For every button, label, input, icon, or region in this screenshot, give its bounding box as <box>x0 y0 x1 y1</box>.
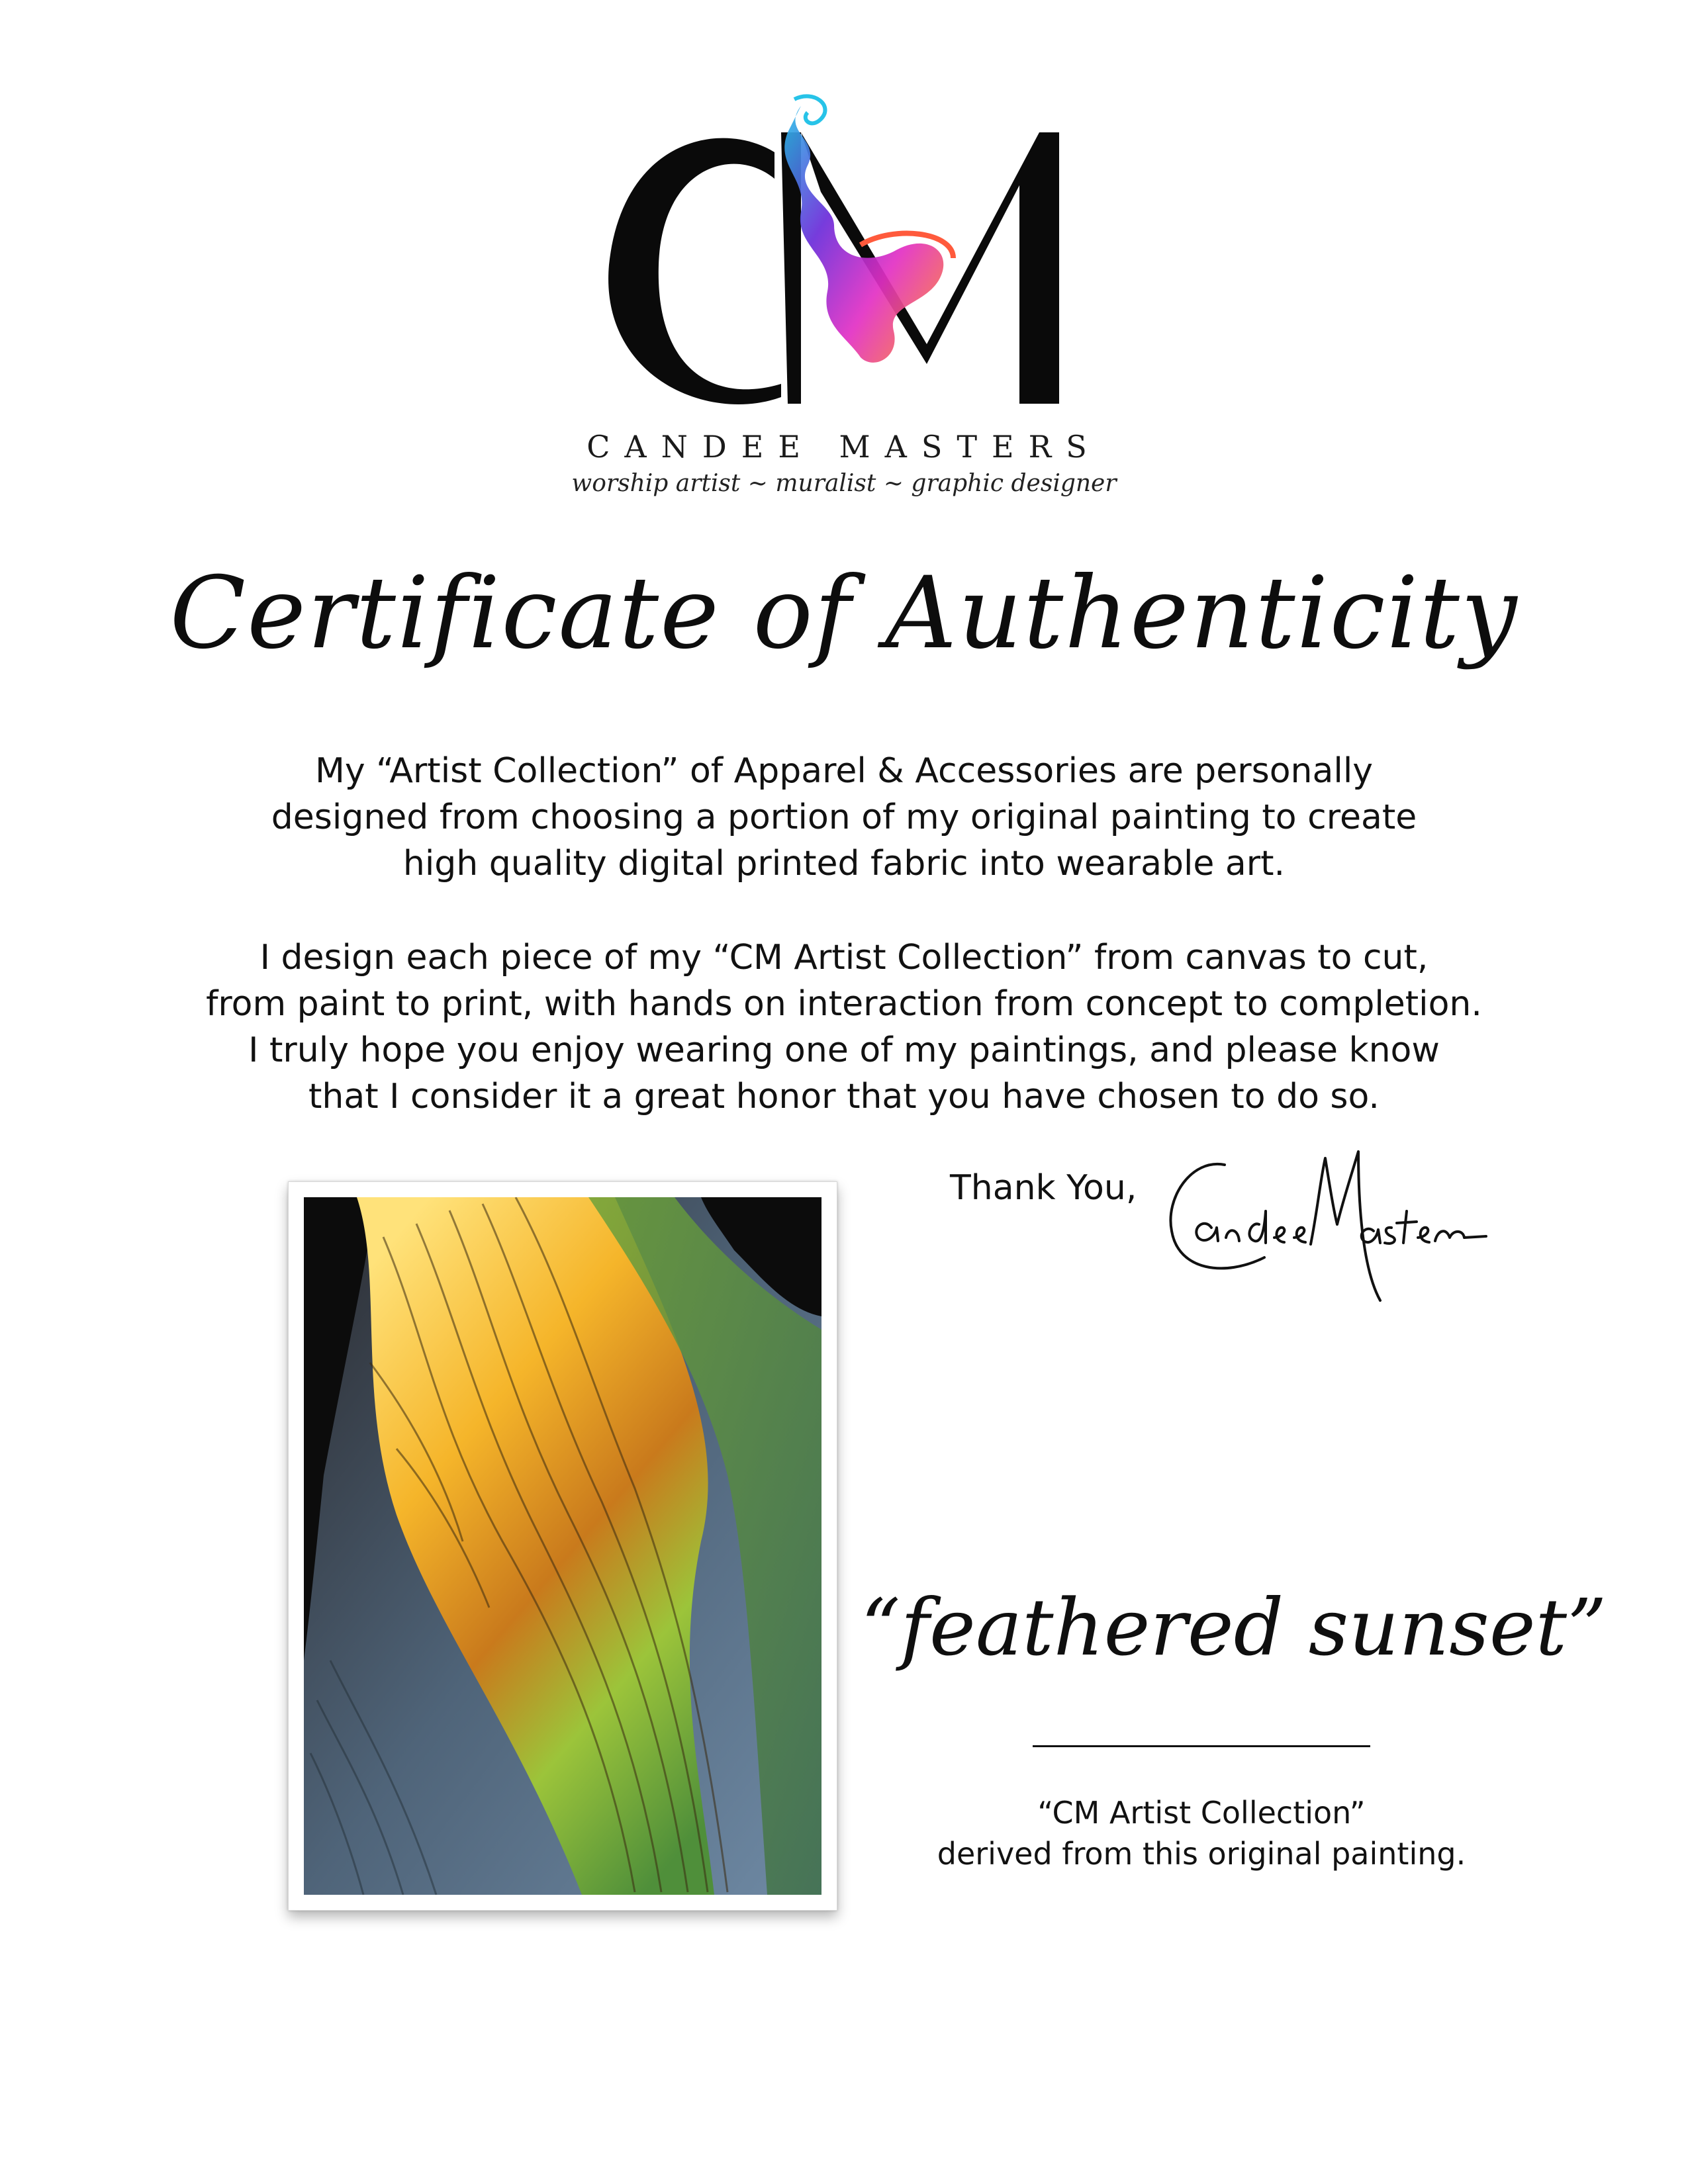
caption-line: derived from this original painting. <box>937 1836 1466 1872</box>
painting-frame <box>288 1181 837 1911</box>
painting-title: “feathered sunset” <box>861 1582 1607 1673</box>
intro-line: designed from choosing a portion of my original painting to create <box>271 797 1417 837</box>
intro-line: high quality digital printed fabric into wearable art. <box>402 844 1286 884</box>
brand-tagline: worship artist ~ muralist ~ graphic designer <box>571 470 1117 497</box>
process-paragraph <box>132 934 1556 1120</box>
painting-image <box>304 1197 821 1895</box>
intro-paragraph <box>132 748 1556 887</box>
certificate-title: Certificate of Authenticity <box>169 556 1519 671</box>
caption-line: “CM Artist Collection” <box>1037 1795 1366 1831</box>
process-line: I design each piece of my “CM Artist Collection” from canvas to cut, <box>259 938 1429 978</box>
cm-logo <box>583 93 1099 437</box>
intro-line: My “Artist Collection” of Apparel & Accessories are personally <box>314 751 1374 791</box>
signature <box>1152 1138 1496 1337</box>
title-underline <box>1033 1745 1370 1747</box>
closing-text: Thank You, <box>950 1168 1137 1208</box>
process-line: from paint to print, with hands on interaction from concept to completion. <box>206 984 1482 1024</box>
process-line: that I consider it a great honor that you have chosen to do so. <box>308 1077 1380 1116</box>
process-line: I truly hope you enjoy wearing one of my paintings, and please know <box>248 1030 1440 1070</box>
brand-name: CANDEE MASTERS <box>586 429 1102 465</box>
